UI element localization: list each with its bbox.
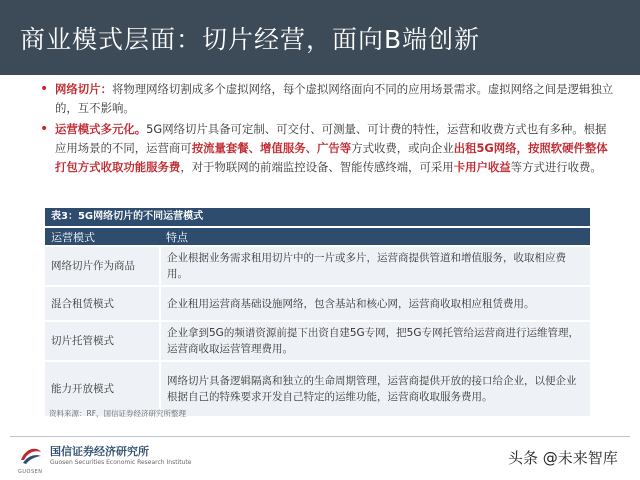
highlighted-text: 卡用户收益 bbox=[453, 160, 511, 174]
feature-cell: 企业拿到5G的频谱资源前提下出资自建5G专网，把5G专网托管给运营商进行运维管理，运营商收取运营管理费用。 bbox=[160, 321, 590, 361]
feature-cell: 企业租用运营商基础设施网络，包含基站和核心网，运营商收取相应租赁费用。 bbox=[160, 286, 590, 321]
guosen-logo-icon bbox=[18, 442, 44, 468]
mode-cell: 能力开放模式 bbox=[45, 361, 160, 416]
highlighted-text: 运营模式多元化。 bbox=[55, 122, 147, 136]
highlighted-text: 出租5G网络，按照软硬件整体打包方式收取功能服务费 bbox=[55, 141, 608, 174]
page-title: 商业模式层面：切片经营，面向B端创新 bbox=[20, 25, 481, 54]
org-name: 国信证券经济研究所 bbox=[50, 445, 149, 458]
mode-cell: 混合租赁模式 bbox=[45, 286, 160, 321]
body-text: 方式收费，或向企业 bbox=[351, 141, 454, 155]
title-bar bbox=[0, 0, 640, 75]
operation-models-table bbox=[45, 228, 590, 416]
table-row bbox=[45, 286, 590, 321]
org-name-en: Guosen Securities Economic Research Institute bbox=[50, 459, 192, 466]
feature-cell: 网络切片具备逻辑隔离和独立的生命周期管理，运营商提供开放的接口给企业，以便企业根据自己的特殊要求开发自己特定的运维功能，运营商收取服务费用。 bbox=[160, 361, 590, 416]
table-row bbox=[45, 246, 590, 286]
body-text: 等方式进行收费。 bbox=[510, 160, 602, 174]
mode-cell: 切片托管模式 bbox=[45, 321, 160, 361]
table-caption: 表3：5G网络切片的不同运营模式 bbox=[45, 208, 590, 226]
footer-divider bbox=[10, 436, 630, 437]
body-text: 将物理网络切割成多个虚拟网络，每个虚拟网络面向不同的应用场景需求。虚拟网络之间是逻辑独立的，互不影响。 bbox=[55, 82, 614, 115]
column-header-features: 特点 bbox=[160, 228, 590, 246]
highlighted-text: 网络切片： bbox=[55, 82, 112, 96]
table-header-row bbox=[45, 228, 590, 246]
highlighted-text: 按流量套餐、增值服务、广告等 bbox=[191, 141, 352, 155]
mode-cell: 网络切片作为商品 bbox=[45, 246, 160, 286]
column-header-mode: 运营模式 bbox=[45, 228, 160, 246]
body-text: 5G网络切片具备可定制、可交付、可测量、可计费的特性，运营和收费方式也有多种。根据应用场景的不同，运营商可 bbox=[55, 122, 607, 155]
bullet-list bbox=[38, 80, 616, 179]
watermark: 头条 @未来智库 bbox=[508, 449, 618, 467]
feature-cell: 企业根据业务需求租用切片中的一片或多片，运营商提供管道和增值服务，收取相应费用。 bbox=[160, 246, 590, 286]
bullet-operation-models bbox=[38, 120, 616, 177]
source-note: 资料来源：RF，国信证券经济研究所整理 bbox=[49, 409, 187, 418]
table-row bbox=[45, 321, 590, 361]
body-text: ，对于物联网的前端监控设备、智能传感终端，可采用 bbox=[180, 160, 454, 174]
bullet-network-slicing bbox=[38, 80, 616, 118]
brand-name: GUOSEN bbox=[18, 469, 43, 475]
